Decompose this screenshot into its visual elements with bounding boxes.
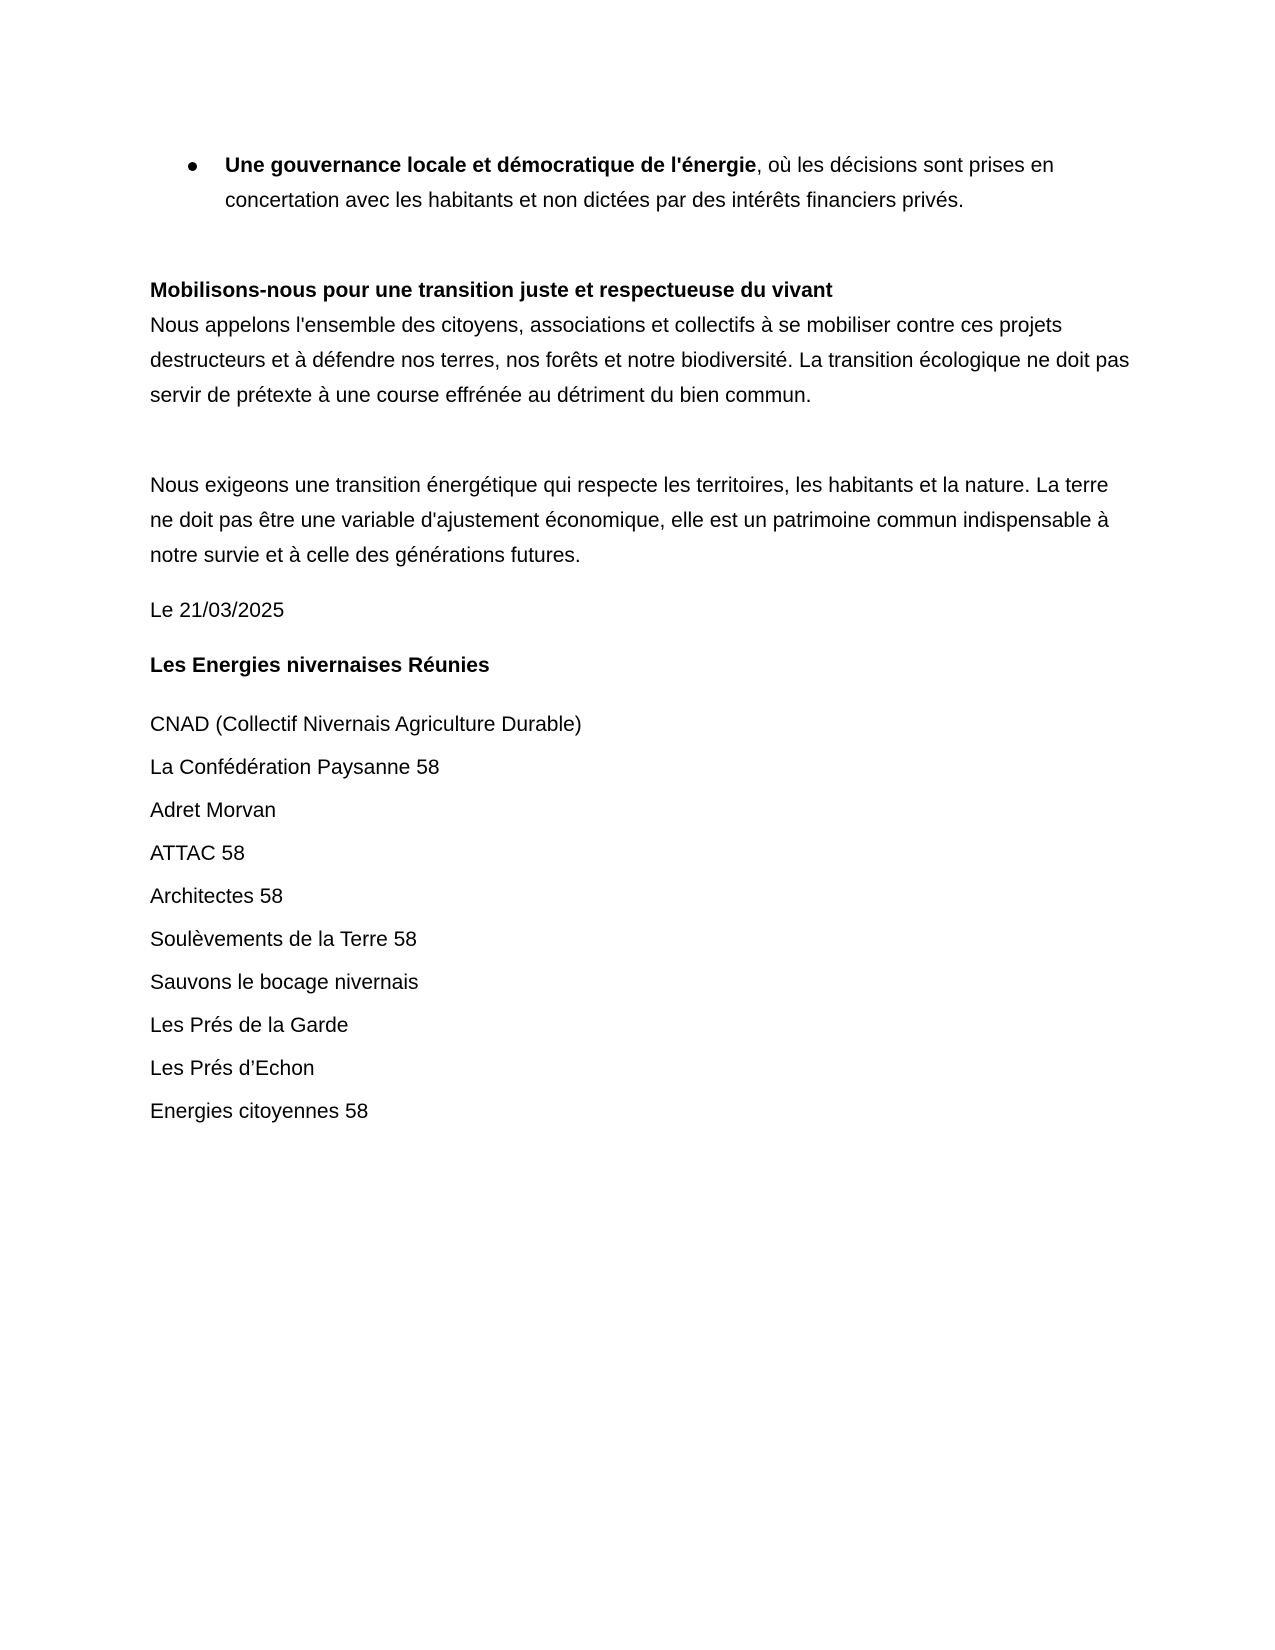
list-item: Les Prés d’Echon [150, 1057, 315, 1080]
bullet-text: , où les décisions sont prises en concertation avec les habitants et non dictées par des intérêts financiers privés. [225, 154, 1054, 212]
section-mobilisation [150, 273, 1130, 413]
list-item: Soulèvements de la Terre 58 [150, 928, 417, 951]
list-item: CNAD (Collectif Nivernais Agriculture Durable) [150, 713, 582, 736]
section-heading: Mobilisons-nous pour une transition juste et respectueuse du vivant [150, 279, 833, 302]
list-item: ATTAC 58 [150, 842, 245, 865]
bullet-dot-icon [188, 162, 197, 171]
section-body: Nous exigeons une transition énergétique qui respecte les territoires, les habitants et la nature. La terre ne doit pas être une variable d'ajustement économique, elle est un patrimoine commun indispensable à notre survie et à celle des générations futures. [150, 474, 1109, 567]
bullet-bold-text: Une gouvernance locale et démocratique de l'énergie [225, 154, 757, 177]
list-item: Energies citoyennes 58 [150, 1100, 369, 1123]
organization-list [150, 703, 1130, 1133]
list-item: Adret Morvan [150, 799, 277, 822]
section-demands [150, 468, 1130, 573]
signatory-title: Les Energies nivernaises Réunies [150, 654, 490, 677]
list-item: Sauvons le bocage nivernais [150, 971, 419, 994]
list-item: La Confédération Paysanne 58 [150, 756, 440, 779]
bullet-item-governance [150, 148, 1130, 218]
list-item: Les Prés de la Garde [150, 1014, 349, 1037]
document-date: Le 21/03/2025 [150, 599, 285, 622]
document-content [150, 148, 1130, 1154]
section-body: Nous appelons l'ensemble des citoyens, associations et collectifs à se mobiliser contre ces projets destructeurs et à défendre nos terres, nos forêts et notre biodiversité. La transition écologique ne doit pas servir de prétexte à une course effrénée au détriment du bien commun. [150, 314, 1130, 407]
list-item: Architectes 58 [150, 885, 284, 908]
